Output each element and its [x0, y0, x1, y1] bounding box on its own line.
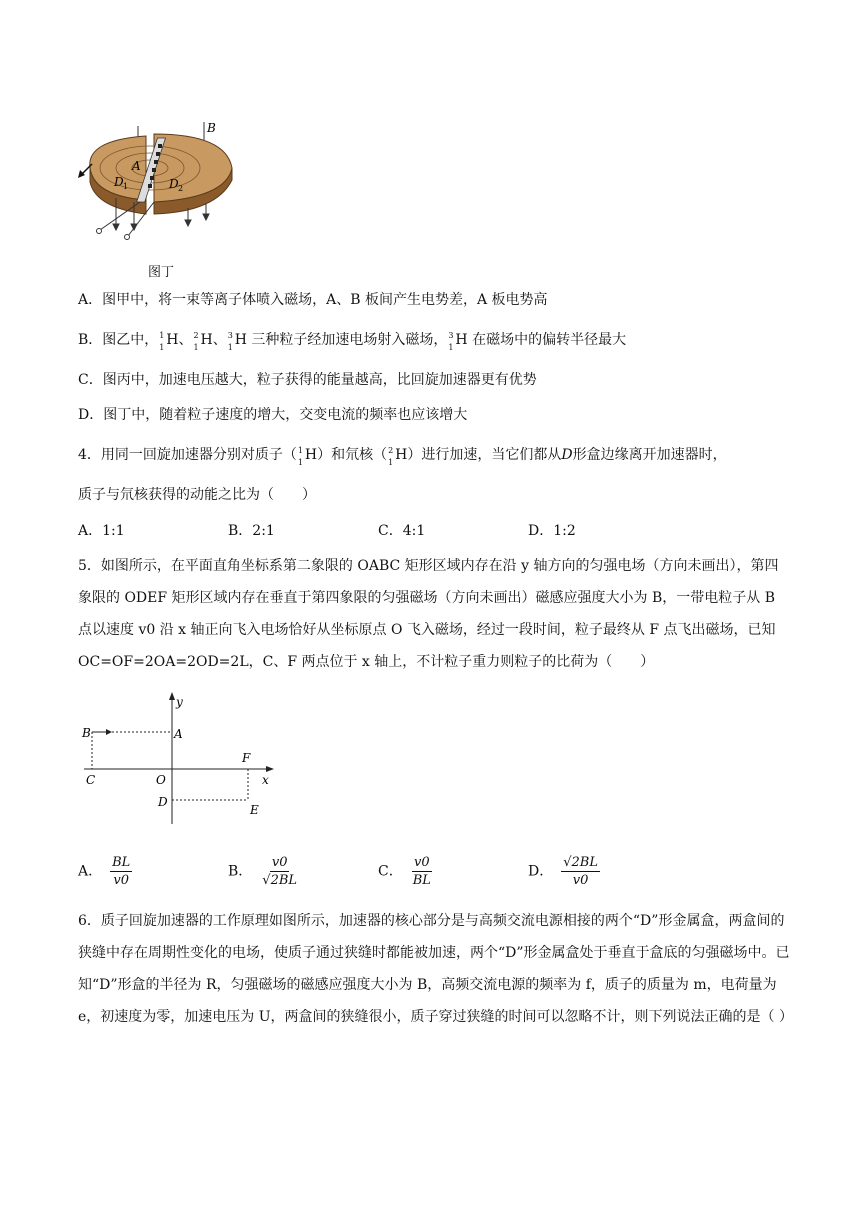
label-A: A [132, 159, 141, 173]
q3-option-b: B．图乙中， 1 1 H、 2 1 H、 3 1 H 三种粒子经加速电场射入磁场， 3 1 H 在磁场中的偏转半径最大 [78, 331, 627, 352]
nuclide-h3: 3 1 [227, 331, 233, 352]
q6-text: 6．质子回旋加速器的工作原理如图所示，加速器的核心部分是与高频交流电源相接的两个“D”形金属盒，两盒间的狭缝中存在周期性变化的电场，使质子通过狭缝时都能被加速，两个“D”形金属盒处于垂直于盒底的匀强磁场中。已知“D”形盒的半径为 R，匀强磁场的磁感应强度大小为 B，高频交流电源的频率为 f，质子的质量为 m，电荷量为 e，初速度为零，加速电压为 U，两盒间的狭缝很小，质子穿过狭缝的时间可以忽略不计，则下列说法正确的是（ ） [78, 913, 793, 1025]
q4-options [78, 520, 790, 540]
q4-option-a: A．1:1 [78, 523, 125, 539]
q5-option-a: A． $\frac{BL}{v0}$ [78, 855, 131, 888]
q5-option-b: B． $\frac{v0}{√2BL}$ [228, 855, 298, 888]
point-D-label: D [158, 795, 168, 809]
nuclide-h1: 1 1 [159, 331, 165, 352]
q4-option-c: C．4:1 [378, 523, 426, 539]
point-O-label: O [156, 773, 166, 787]
q3-option-d: D．图丁中，随着粒子速度的增大，交变电流的频率也应该增大 [78, 407, 468, 423]
nuclide-h2: 2 1 [193, 331, 199, 352]
q4-line1: 4．用同一回旋加速器分别对质子（ 1 1 H）和氘核（ 2 1 H）进行加速，当它们都从D形盒边缘离开加速器时， [78, 446, 727, 467]
q3-option-b-suffix: H 在磁场中的偏转半径最大 [455, 332, 627, 348]
axis-x-label: x [262, 773, 269, 787]
q5-text: 5．如图所示，在平面直角坐标系第二象限的 OABC 矩形区域内存在沿 y 轴方向的匀强电场（方向未画出），第四象限的 ODEF 矩形区域内存在垂直于第四象限的匀强磁场（方向未画出）磁感应强度大小为 B，一带电粒子从 B 点以速度 v0 沿 x 轴正向飞入电场恰好从坐标原点 O 飞入磁场，经过一段时间，粒子最终从 F 点飞出磁场，已知 OC=OF=2OA=2OD=2L，C、F 两点位于 x 轴上，不计粒子重力则粒子的比荷为（ ） [78, 558, 779, 670]
q3-option-c: C．图丙中，加速电压越大，粒子获得的能量越高，比回旋加速器更有优势 [78, 372, 537, 388]
nuclide-proton: 1 1 [297, 446, 304, 467]
q3-option-b-mid: H 三种粒子经加速电场射入磁场， [234, 332, 448, 348]
point-C-label: C [86, 773, 96, 787]
nuclide-h3-again: 3 1 [448, 331, 454, 352]
label-D2-sub: 2 [178, 184, 184, 193]
axis-y-label: y [176, 695, 183, 709]
point-A-label: A [174, 727, 183, 741]
cyclotron-figure [76, 118, 236, 268]
q5-option-d: D． $\frac{√2BL}{v0}$ [528, 855, 598, 888]
q4-option-d: D．1:2 [528, 523, 576, 539]
label-D1: D [114, 175, 124, 189]
coordinate-figure [80, 692, 280, 827]
point-F-label: F [242, 751, 251, 765]
q4-line2: 质子与氘核获得的动能之比为（ ） [78, 487, 316, 503]
q3-option-a: A．图甲中，将一束等离子体喷入磁场，A、B 板间产生电势差，A 板电势高 [78, 292, 548, 308]
label-D1-sub: 1 [123, 182, 129, 191]
label-D2: D [169, 177, 179, 191]
label-B: B [207, 121, 216, 135]
point-B-label: B [82, 726, 91, 740]
q5-option-c: C． $\frac{v0}{BL}$ [378, 855, 431, 888]
q4-option-b: B．2:1 [228, 523, 275, 539]
nuclide-deuteron: 2 1 [388, 446, 394, 467]
q3-option-b-prefix: B．图乙中， [78, 332, 159, 348]
point-E-label: E [250, 803, 259, 817]
figure-caption: 图丁 [148, 265, 175, 280]
